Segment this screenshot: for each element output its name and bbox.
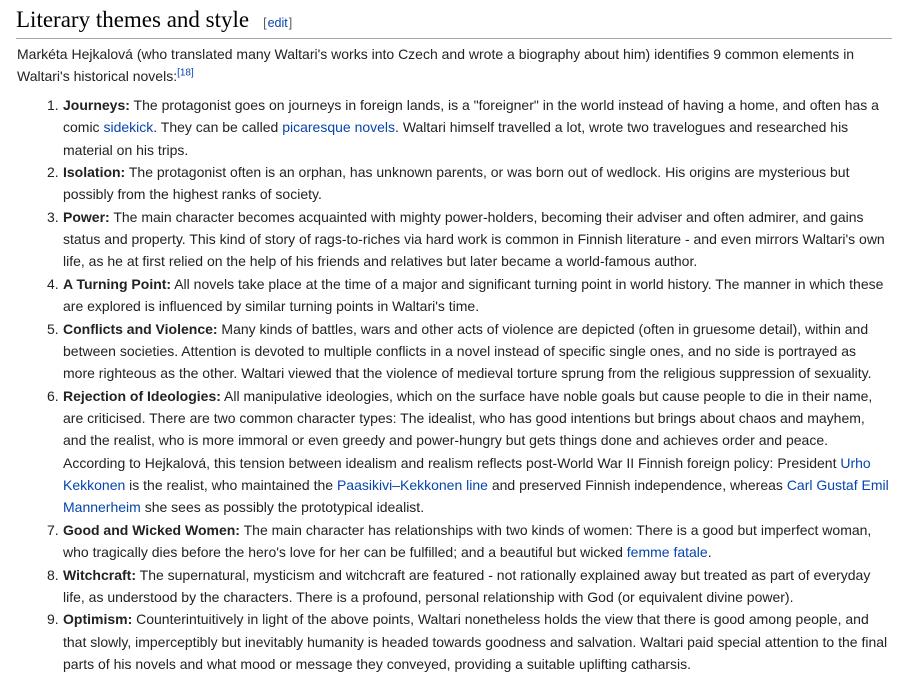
- theme-item-optimism: [47, 608, 890, 675]
- theme-text: . They can be called: [153, 119, 283, 136]
- theme-name: Journeys:: [63, 97, 130, 113]
- list-number: 9.: [47, 611, 59, 628]
- theme-text: is the realist, who maintained the: [125, 476, 337, 493]
- theme-name: Power:: [63, 208, 110, 225]
- femme-fatale-link[interactable]: femme fatale: [626, 544, 708, 561]
- theme-name: Isolation:: [63, 164, 126, 181]
- themes-list: [17, 94, 890, 675]
- theme-item-journeys: [47, 94, 890, 161]
- theme-name: Conflicts and Violence:: [63, 320, 218, 337]
- list-number: 3.: [47, 208, 59, 225]
- theme-text: The supernatural, mysticism and witchcraft are featured - not rationally explained away but treated as part of everyday life, as understood by the characters. There is a profound, personal relationship with God (or equivalent divine power).: [63, 566, 871, 605]
- edit-bracket-open: [: [263, 16, 267, 30]
- theme-text: Counterintuitively in light of the above points, Waltari nonetheless holds the view that there is good among people, and that slowly, imperceptibly but inevitably humanity is headed towards goodness and salvation. Waltari paid special attention to the final parts of his novels and what mood or message they conveyed, providing a suitable uplifting catharsis.: [63, 611, 888, 672]
- list-number: 4.: [47, 275, 59, 292]
- theme-text: The protagonist goes on journeys in foreign lands, is a "foreigner" in the world instead of having a home, and often has a comic: [63, 97, 879, 136]
- theme-name: Rejection of Ideologies:: [63, 387, 221, 404]
- edit-section-control: [262, 16, 293, 30]
- intro-paragraph: [17, 43, 887, 87]
- list-number: 2.: [47, 164, 59, 181]
- edit-section-link[interactable]: edit: [267, 16, 288, 30]
- section-title: Literary themes and style: [16, 7, 250, 32]
- theme-item-power: [47, 206, 890, 273]
- theme-text: and preserved Finnish independence, whereas: [487, 476, 787, 493]
- urho-kekkonen-link[interactable]: Urho Kekkonen: [63, 454, 871, 493]
- theme-name: Witchcraft:: [63, 566, 136, 583]
- theme-text: . Waltari himself travelled a lot, wrote two travelogues and researched his material on his trips.: [63, 119, 849, 158]
- intro-text: Markéta Hejkalová (who translated many Waltari's works into Czech and wrote a biography about him) identifies 9 common elements in Waltari's historical novels:: [17, 46, 855, 84]
- theme-text: The main character becomes acquainted with mighty power-holders, becoming their adviser and often admirer, and gains status and property. This kind of story of rags-to-riches via hard work is common in Finnish literature - and even mirrors Waltari's own life, as he at first relied on the help of his friends and relatives but later became a world-famous author.: [63, 208, 885, 270]
- mannerheim-link[interactable]: Carl Gustaf Emil Mannerheim: [63, 476, 889, 516]
- theme-item-isolation: [47, 161, 890, 206]
- theme-item-witchcraft: [47, 564, 890, 609]
- theme-text: The main character has relationships with two kinds of women: There is a good but imperfect woman, who tragically dies before the hero's love for her can be fulfilled; and a beautiful but wicked: [63, 521, 872, 561]
- list-number: 8.: [47, 566, 59, 583]
- theme-item-ideologies: [47, 385, 890, 519]
- list-number: 7.: [47, 521, 59, 538]
- theme-text: All manipulative ideologies, which on the surface have noble goals but cause people to die in their name, are criticised. There are two common character types: The idealist, who has good intentions but brings about chaos and mayhem, and the realist, who is more immoral or even greedy and power-hungry but gets things done and achieves order and peace. According to Hejkalová, this tension between idealism and realism reflects post-World War II Finnish foreign policy: President: [63, 387, 873, 471]
- theme-text: All novels take place at the time of a major and significant turning point in world history. The manner in which these are explored is influenced by similar turning points in Waltari's time.: [63, 275, 884, 315]
- edit-bracket-close: ]: [288, 16, 293, 30]
- theme-name: Optimism:: [63, 611, 133, 628]
- theme-text: she sees as possibly the prototypical idealist.: [140, 499, 425, 516]
- list-number: 6.: [47, 387, 59, 404]
- theme-text: The protagonist often is an orphan, has unknown parents, or was born out of wedlock. His origins are mysterious but possibly from the highest ranks of society.: [63, 164, 850, 203]
- theme-item-turning-point: [47, 273, 890, 318]
- list-number: 1.: [47, 97, 59, 113]
- theme-text: .: [707, 544, 712, 561]
- paasikivi-kekkonen-line-link[interactable]: Paasikivi–Kekkonen line: [336, 476, 488, 493]
- picaresque-novels-link[interactable]: picaresque novels: [282, 119, 396, 136]
- theme-item-women: [47, 519, 890, 564]
- theme-name: Good and Wicked Women:: [63, 521, 240, 538]
- list-number: 5.: [47, 320, 59, 337]
- theme-text: Many kinds of battles, wars and other acts of violence are depicted (often in gruesome detail), within and between societies. Attention is devoted to multiple conflicts in a novel instead of specific single ones, and no side is portrayed as more righteous as the other. Waltari viewed that the violence of medieval torture sprung from the religious suppression of sexuality.: [63, 320, 872, 382]
- citation-link[interactable]: [18]: [177, 67, 194, 79]
- sidekick-link[interactable]: sidekick: [103, 119, 154, 136]
- section-heading: [16, 5, 892, 39]
- theme-item-conflicts: [47, 318, 890, 385]
- theme-name: A Turning Point:: [63, 275, 172, 292]
